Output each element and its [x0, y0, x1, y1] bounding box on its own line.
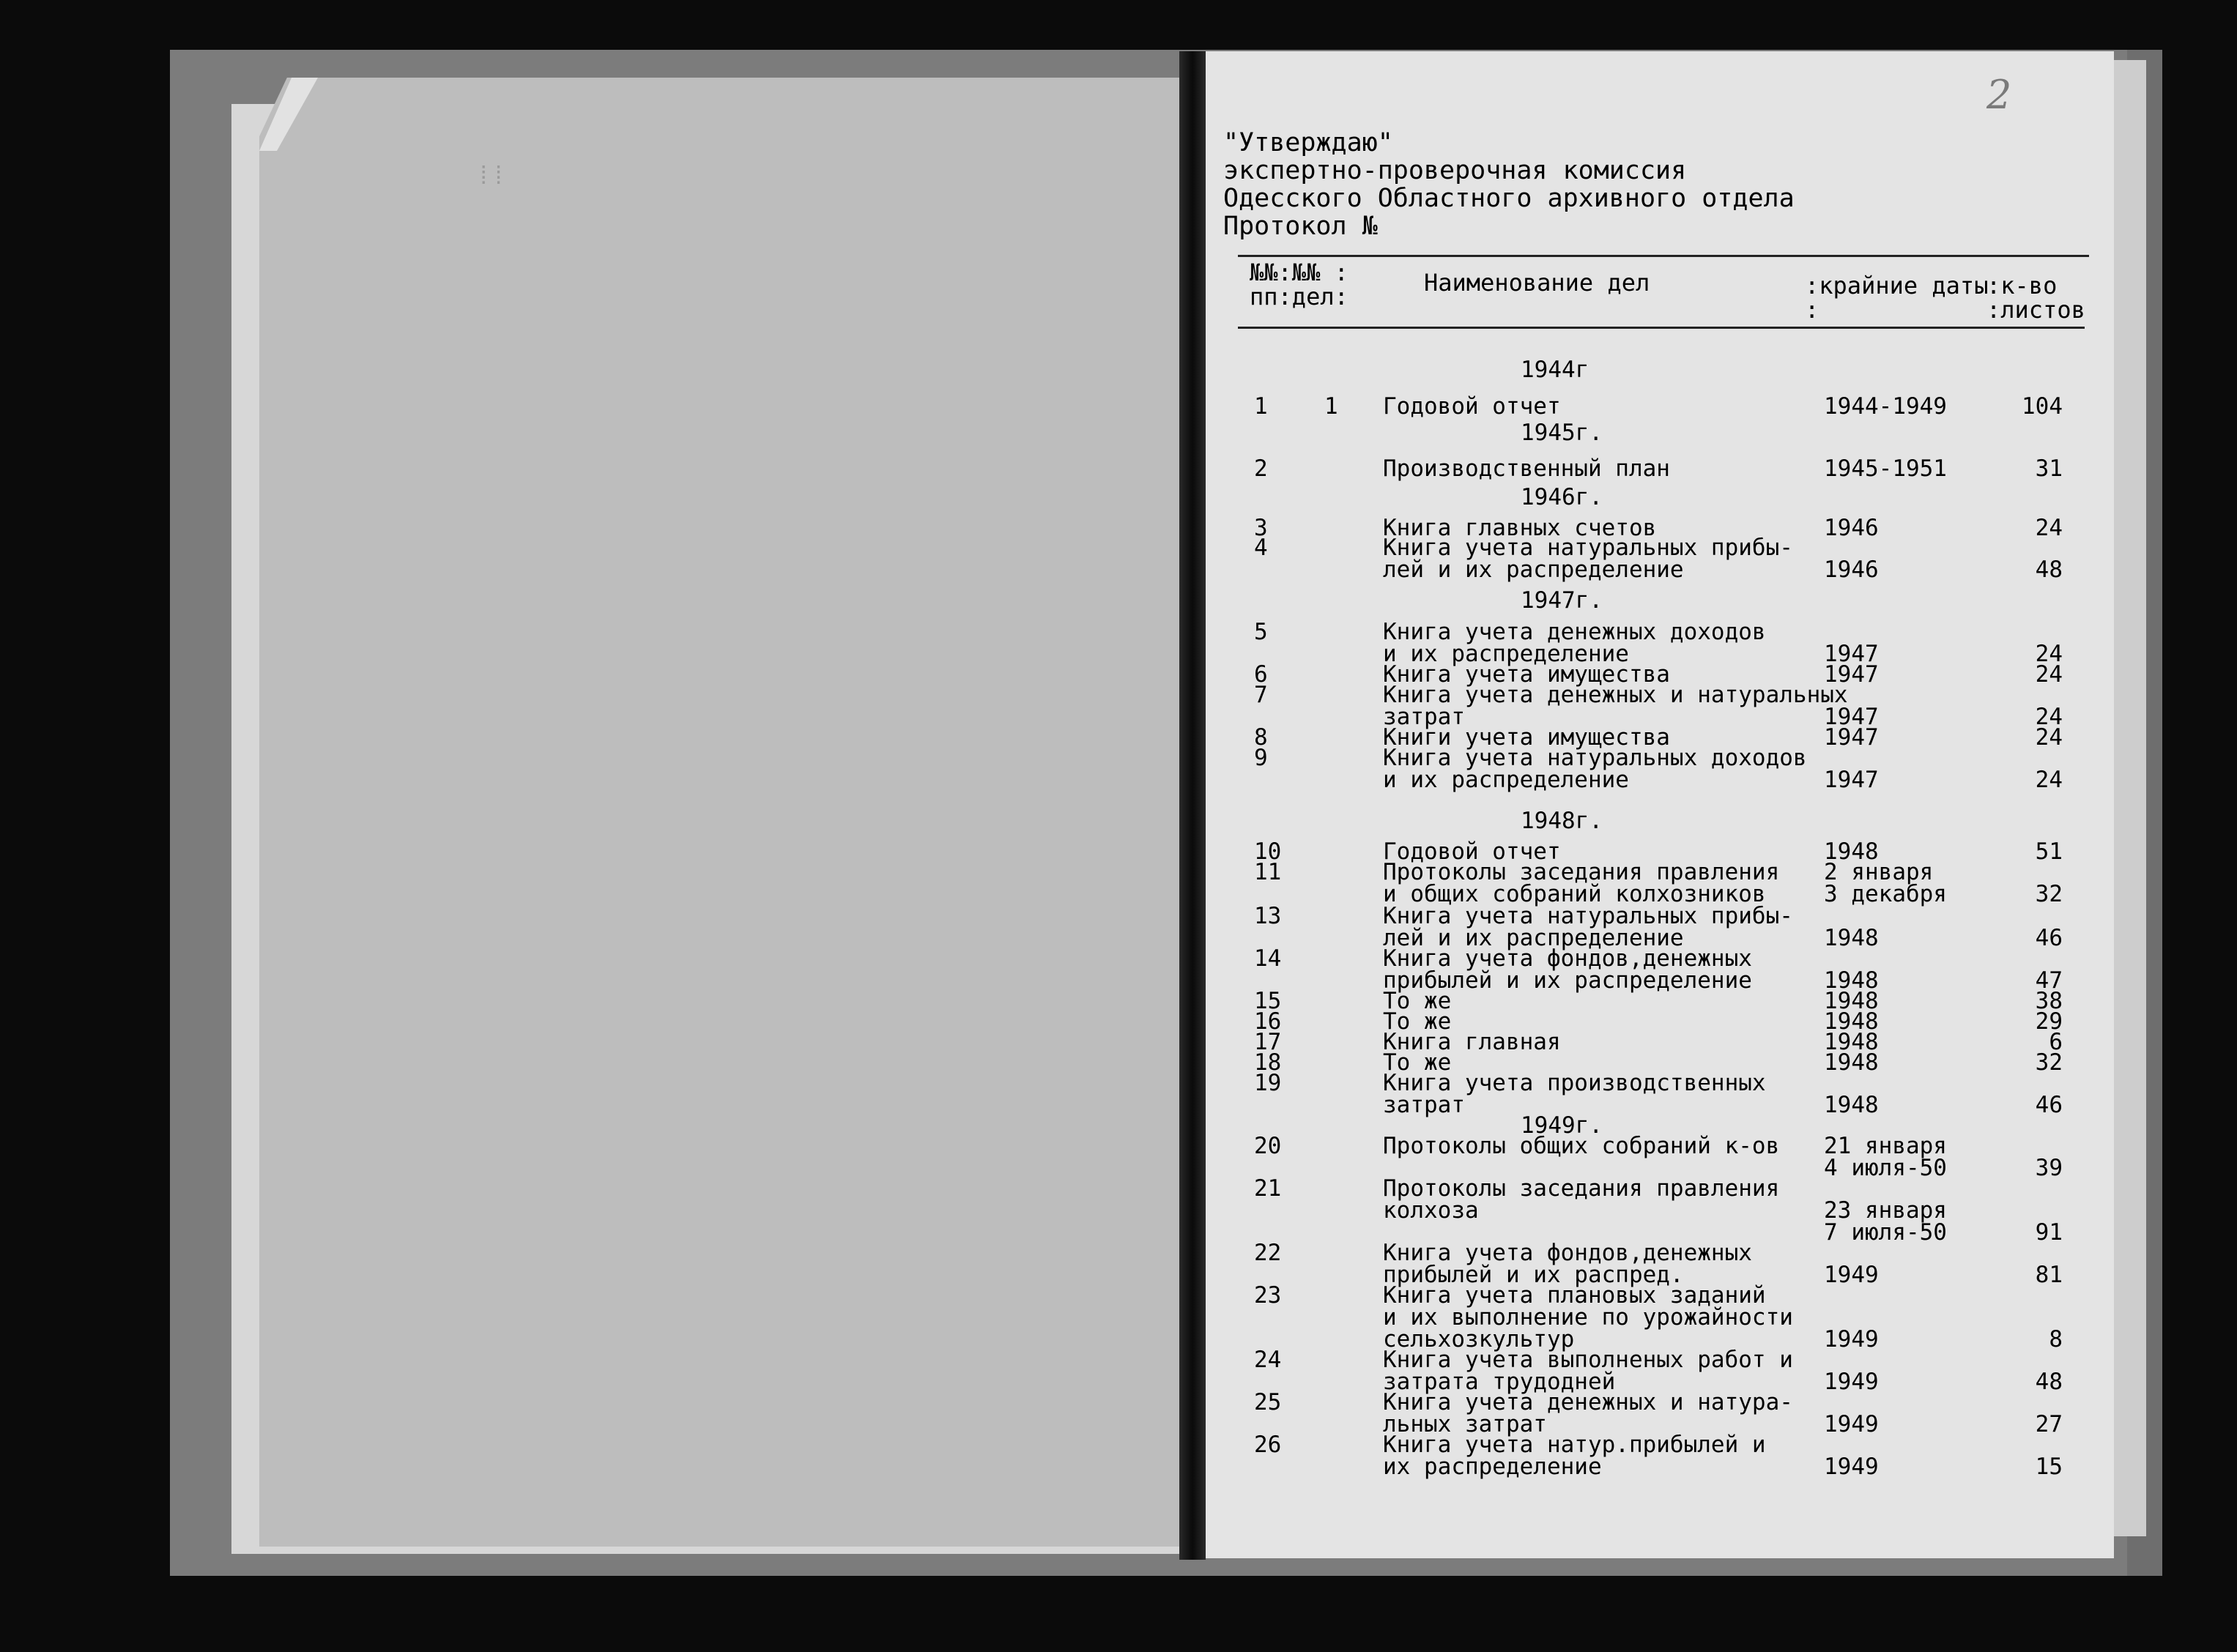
sheet-count: 24 — [2035, 515, 2063, 541]
row-number: 5 — [1254, 619, 1268, 645]
case-title: То же — [1383, 1049, 1452, 1076]
sheet-count: 51 — [2035, 838, 2063, 865]
sheet-count: 47 — [2035, 967, 2063, 994]
sheet-count: 31 — [2035, 455, 2063, 482]
row-number: 9 — [1254, 745, 1268, 771]
row-number: 20 — [1254, 1133, 1282, 1159]
row-number: 11 — [1254, 859, 1282, 885]
sheet-count: 48 — [2035, 557, 2063, 583]
case-dates: 1947 — [1824, 704, 1879, 730]
case-dates: 1948 — [1824, 1049, 1879, 1076]
case-dates: 1949 — [1824, 1262, 1879, 1288]
row-number: 24 — [1254, 1347, 1282, 1373]
case-dates: 1947 — [1824, 641, 1879, 667]
row-number: 14 — [1254, 945, 1282, 972]
sheet-count: 27 — [2035, 1411, 2063, 1437]
year-heading: 1947г. — [1521, 587, 1603, 614]
case-title: Книга учета имущества — [1383, 661, 1670, 688]
department-line: Одесского Областного архивного отдела — [1223, 184, 1795, 213]
sheet-count: 6 — [2049, 1029, 2063, 1055]
sheet-count: 29 — [2035, 1008, 2063, 1035]
case-dates: 1949 — [1824, 1326, 1879, 1353]
case-title: Протоколы заседания правления и общих собраний колхозников — [1383, 859, 1780, 907]
case-dates: 1945-1951 — [1824, 455, 1947, 482]
sheet-count: 32 — [2035, 1049, 2063, 1076]
case-dates: 1944-1949 — [1824, 393, 1947, 420]
row-number: 17 — [1254, 1029, 1282, 1055]
approval-line: "Утверждаю" — [1223, 128, 1393, 157]
row-number: 23 — [1254, 1282, 1282, 1309]
row-number: 10 — [1254, 838, 1282, 865]
sheet-count: 46 — [2035, 925, 2063, 951]
sheet-count: 24 — [2035, 641, 2063, 667]
case-dates: 1948 — [1824, 1008, 1879, 1035]
row-number: 26 — [1254, 1432, 1282, 1458]
sheet-count: 24 — [2035, 724, 2063, 751]
case-dates: 1947 — [1824, 724, 1879, 751]
case-title: Книги учета имущества — [1383, 724, 1670, 751]
case-dates: 1949 — [1824, 1454, 1879, 1480]
sheet-count: 104 — [2022, 393, 2063, 420]
year-heading: 1949г. — [1521, 1112, 1603, 1139]
sheet-count: 81 — [2035, 1262, 2063, 1288]
row-number: 15 — [1254, 988, 1282, 1014]
case-dates: 1949 — [1824, 1369, 1879, 1395]
case-title: Книга учета выполненых работ и затрата трудодней — [1383, 1347, 1793, 1395]
case-title: То же — [1383, 988, 1452, 1014]
header-title: Наименование дел — [1424, 269, 1650, 297]
case-title: Книга главная — [1383, 1029, 1561, 1055]
case-title: Книга учета денежных доходов и их распределение — [1383, 619, 1766, 667]
case-title: Книга учета денежных и натура- льных затрат — [1383, 1389, 1793, 1437]
case-number: 1 — [1324, 393, 1338, 420]
row-number: 21 — [1254, 1175, 1282, 1202]
case-dates: 1947 — [1824, 767, 1879, 793]
row-number: 8 — [1254, 724, 1268, 751]
case-dates: 23 января 7 июля-50 — [1824, 1197, 1947, 1246]
sheet-count: 38 — [2035, 988, 2063, 1014]
case-dates: 21 января 4 июля-50 — [1824, 1133, 1947, 1181]
case-dates: 1948 — [1824, 838, 1879, 865]
case-title: Книга учета натуральных прибы- лей и их распределение — [1383, 535, 1793, 583]
sheet-count: 24 — [2035, 661, 2063, 688]
case-title: Книга главных счетов — [1383, 515, 1657, 541]
case-title: Протоколы заседания правления колхоза — [1383, 1175, 1780, 1224]
protocol-line: Протокол № — [1223, 212, 1378, 241]
header-sheets: :к-во :листов — [1986, 272, 2085, 324]
row-number: 7 — [1254, 682, 1268, 708]
page-number: 2 — [1986, 72, 2012, 118]
table-header-rule — [1238, 327, 2085, 329]
left-page-blank — [259, 78, 1184, 1547]
case-title: Протоколы общих собраний к-ов — [1383, 1133, 1780, 1159]
sheet-count: 46 — [2035, 1092, 2063, 1118]
row-number: 18 — [1254, 1049, 1282, 1076]
case-dates: 1947 — [1824, 661, 1879, 688]
year-heading: 1946г. — [1521, 484, 1603, 510]
case-title: Годовой отчет — [1383, 393, 1561, 420]
case-title: Книга учета натуральных прибы- лей и их распределение — [1383, 903, 1793, 951]
case-title: Годовой отчет — [1383, 838, 1561, 865]
year-heading: 1945г. — [1521, 420, 1603, 446]
case-dates: 1948 — [1824, 1092, 1879, 1118]
row-number: 22 — [1254, 1240, 1282, 1266]
approval-stamp — [1223, 129, 1795, 240]
case-dates: 1948 — [1824, 925, 1879, 951]
sheet-count: 8 — [2049, 1326, 2063, 1353]
header-numbers: №№:№№ : пп:дел: — [1250, 258, 1348, 310]
sheet-count: 39 — [2035, 1155, 2063, 1181]
case-dates: 1948 — [1824, 1029, 1879, 1055]
book-spine — [1179, 51, 1206, 1560]
case-dates: 1946 — [1824, 557, 1879, 583]
sheet-count: 48 — [2035, 1369, 2063, 1395]
commission-line: экспертно-проверочная комиссия — [1223, 156, 1687, 185]
sheet-count: 91 — [2035, 1219, 2063, 1246]
row-number: 13 — [1254, 903, 1282, 929]
case-dates: 1949 — [1824, 1411, 1879, 1437]
case-dates: 1946 — [1824, 515, 1879, 541]
row-number: 2 — [1254, 455, 1268, 482]
row-number: 1 — [1254, 393, 1268, 420]
row-number: 25 — [1254, 1389, 1282, 1415]
sheet-count: 32 — [2035, 881, 2063, 907]
year-heading: 1944г — [1521, 357, 1589, 383]
case-title: Производственный план — [1383, 455, 1670, 482]
sheet-count: 15 — [2035, 1454, 2063, 1480]
case-title: Книга учета плановых заданий и их выполнение по урожайности сельхозкультур — [1383, 1282, 1793, 1353]
row-number: 3 — [1254, 515, 1268, 541]
case-dates: 1948 — [1824, 988, 1879, 1014]
sheet-count: 24 — [2035, 704, 2063, 730]
case-title: Книга учета фондов,денежных прибылей и их распределение — [1383, 945, 1752, 994]
case-title: Книга учета натур.прибылей и их распределение — [1383, 1432, 1766, 1480]
case-title: То же — [1383, 1008, 1452, 1035]
case-title: Книга учета натуральных доходов и их распределение — [1383, 745, 1807, 793]
header-dates: :крайние даты : — [1805, 272, 1989, 324]
row-number: 16 — [1254, 1008, 1282, 1035]
row-number: 19 — [1254, 1070, 1282, 1096]
case-title: Книга учета производственных затрат — [1383, 1070, 1766, 1118]
faint-bleed-mark: ⁞⁞ — [476, 161, 506, 190]
case-dates: 1948 — [1824, 967, 1879, 994]
case-title: Книга учета фондов,денежных прибылей и их распред. — [1383, 1240, 1752, 1288]
row-number: 6 — [1254, 661, 1268, 688]
row-number: 4 — [1254, 535, 1268, 561]
case-title: Книга учета денежных и натуральных затрат — [1383, 682, 1848, 730]
case-dates: 2 января 3 декабря — [1824, 859, 1947, 907]
table-top-rule — [1238, 255, 2089, 257]
year-heading: 1948г. — [1521, 808, 1603, 834]
sheet-count: 24 — [2035, 767, 2063, 793]
